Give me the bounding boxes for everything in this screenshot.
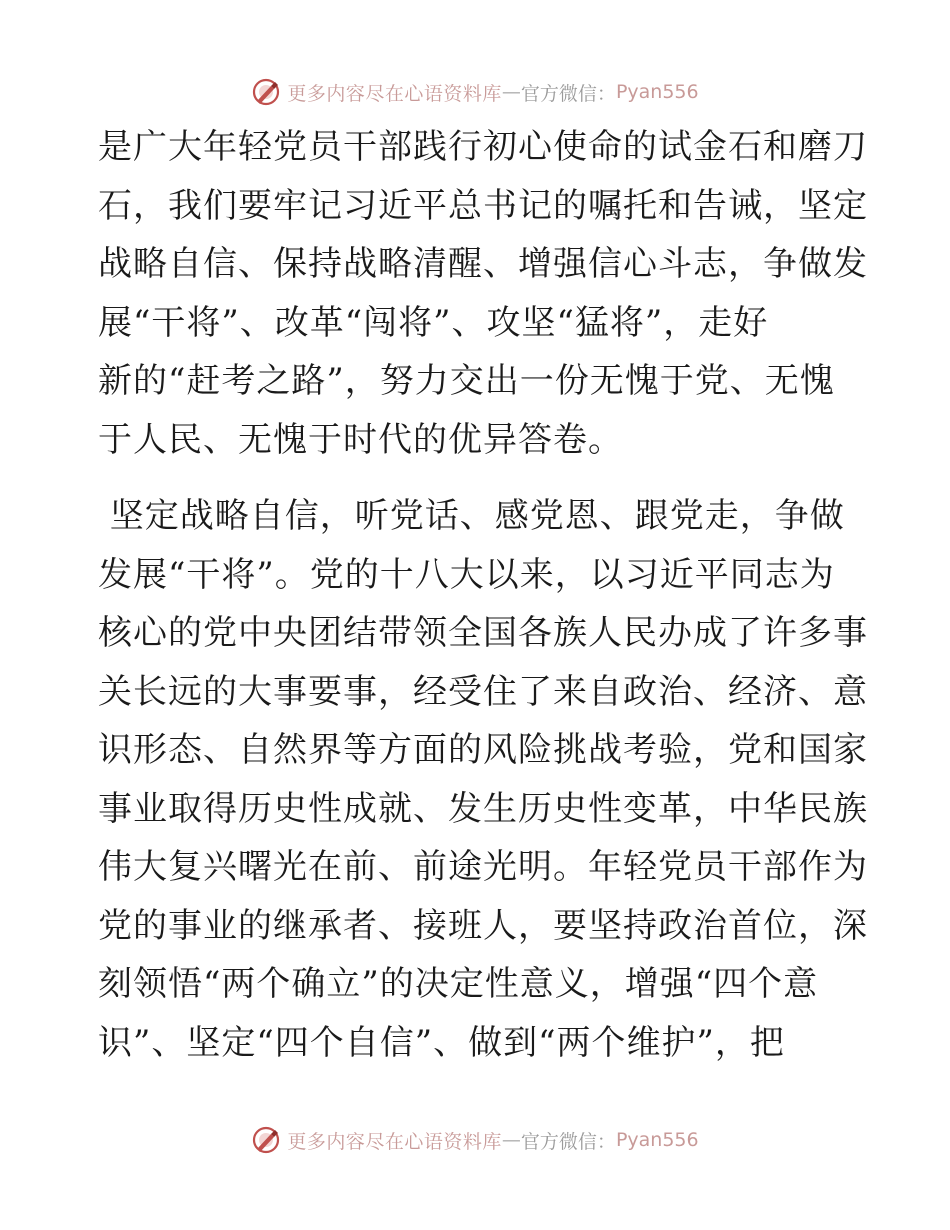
- pen-circle-logo-icon: [251, 77, 281, 107]
- banner-separator: —: [501, 1129, 521, 1151]
- footer-banner: [0, 1120, 950, 1160]
- text-line: 战略自信、保持战略清醒、增强信心斗志，争做发: [98, 244, 868, 284]
- paragraph-1: [98, 118, 868, 469]
- banner-site-text: 更多内容尽在心语资料库: [287, 1130, 502, 1153]
- document-body: [98, 118, 868, 1072]
- text-line: 坚定战略自信，听党话、感党恩、跟党走，争做: [98, 496, 845, 536]
- text-line: 识”、坚定“四个自信”、做到“两个维护”，把: [98, 1022, 785, 1063]
- text-line: 事业取得历史性成就、发生历史性变革，中华民族: [98, 788, 868, 829]
- text-line: 于人民、无愧于时代的优异答卷。: [98, 419, 623, 460]
- banner-wechat-label: 官方微信：: [520, 82, 616, 105]
- text-line: 是广大年轻党员干部践行初心使命的试金石和磨刀: [98, 127, 868, 167]
- banner-site-text: 更多内容尽在心语资料库: [287, 82, 502, 105]
- pen-circle-logo-icon: [251, 1125, 281, 1155]
- text-line: 识形态、自然界等方面的风险挑战考验，党和国家: [98, 730, 868, 770]
- text-line: 刻领悟“两个确立”的决定性意义，增强“四个意: [98, 964, 819, 1004]
- banner-wechat-label: 官方微信：: [520, 1130, 616, 1153]
- text-line: 伟大复兴曙光在前、前途光明。年轻党员干部作为: [98, 847, 868, 887]
- banner-wechat-id: Pyan556: [615, 81, 699, 103]
- banner-separator: —: [501, 81, 521, 103]
- header-banner: [0, 72, 950, 112]
- paragraph-gap: [98, 469, 858, 487]
- text-line: 关长远的大事要事，经受住了来自政治、经济、意: [98, 671, 868, 712]
- text-line: 党的事业的继承者、接班人，要坚持政治首位，深: [98, 905, 868, 946]
- text-line: 发展“干将”。党的十八大以来，以习近平同志为: [98, 554, 835, 595]
- text-line: 展“干将”、改革“闯将”、攻坚“猛将”，走好: [98, 302, 769, 343]
- text-line: 石，我们要牢记习近平总书记的嘱托和告诫，坚定: [98, 185, 868, 226]
- text-line: 新的“赶考之路”，努力交出一份无愧于党、无愧: [98, 361, 835, 401]
- text-line: 核心的党中央团结带领全国各族人民办成了许多事: [98, 613, 868, 653]
- paragraph-2: [98, 487, 868, 1072]
- banner-wechat-id: Pyan556: [615, 1129, 699, 1151]
